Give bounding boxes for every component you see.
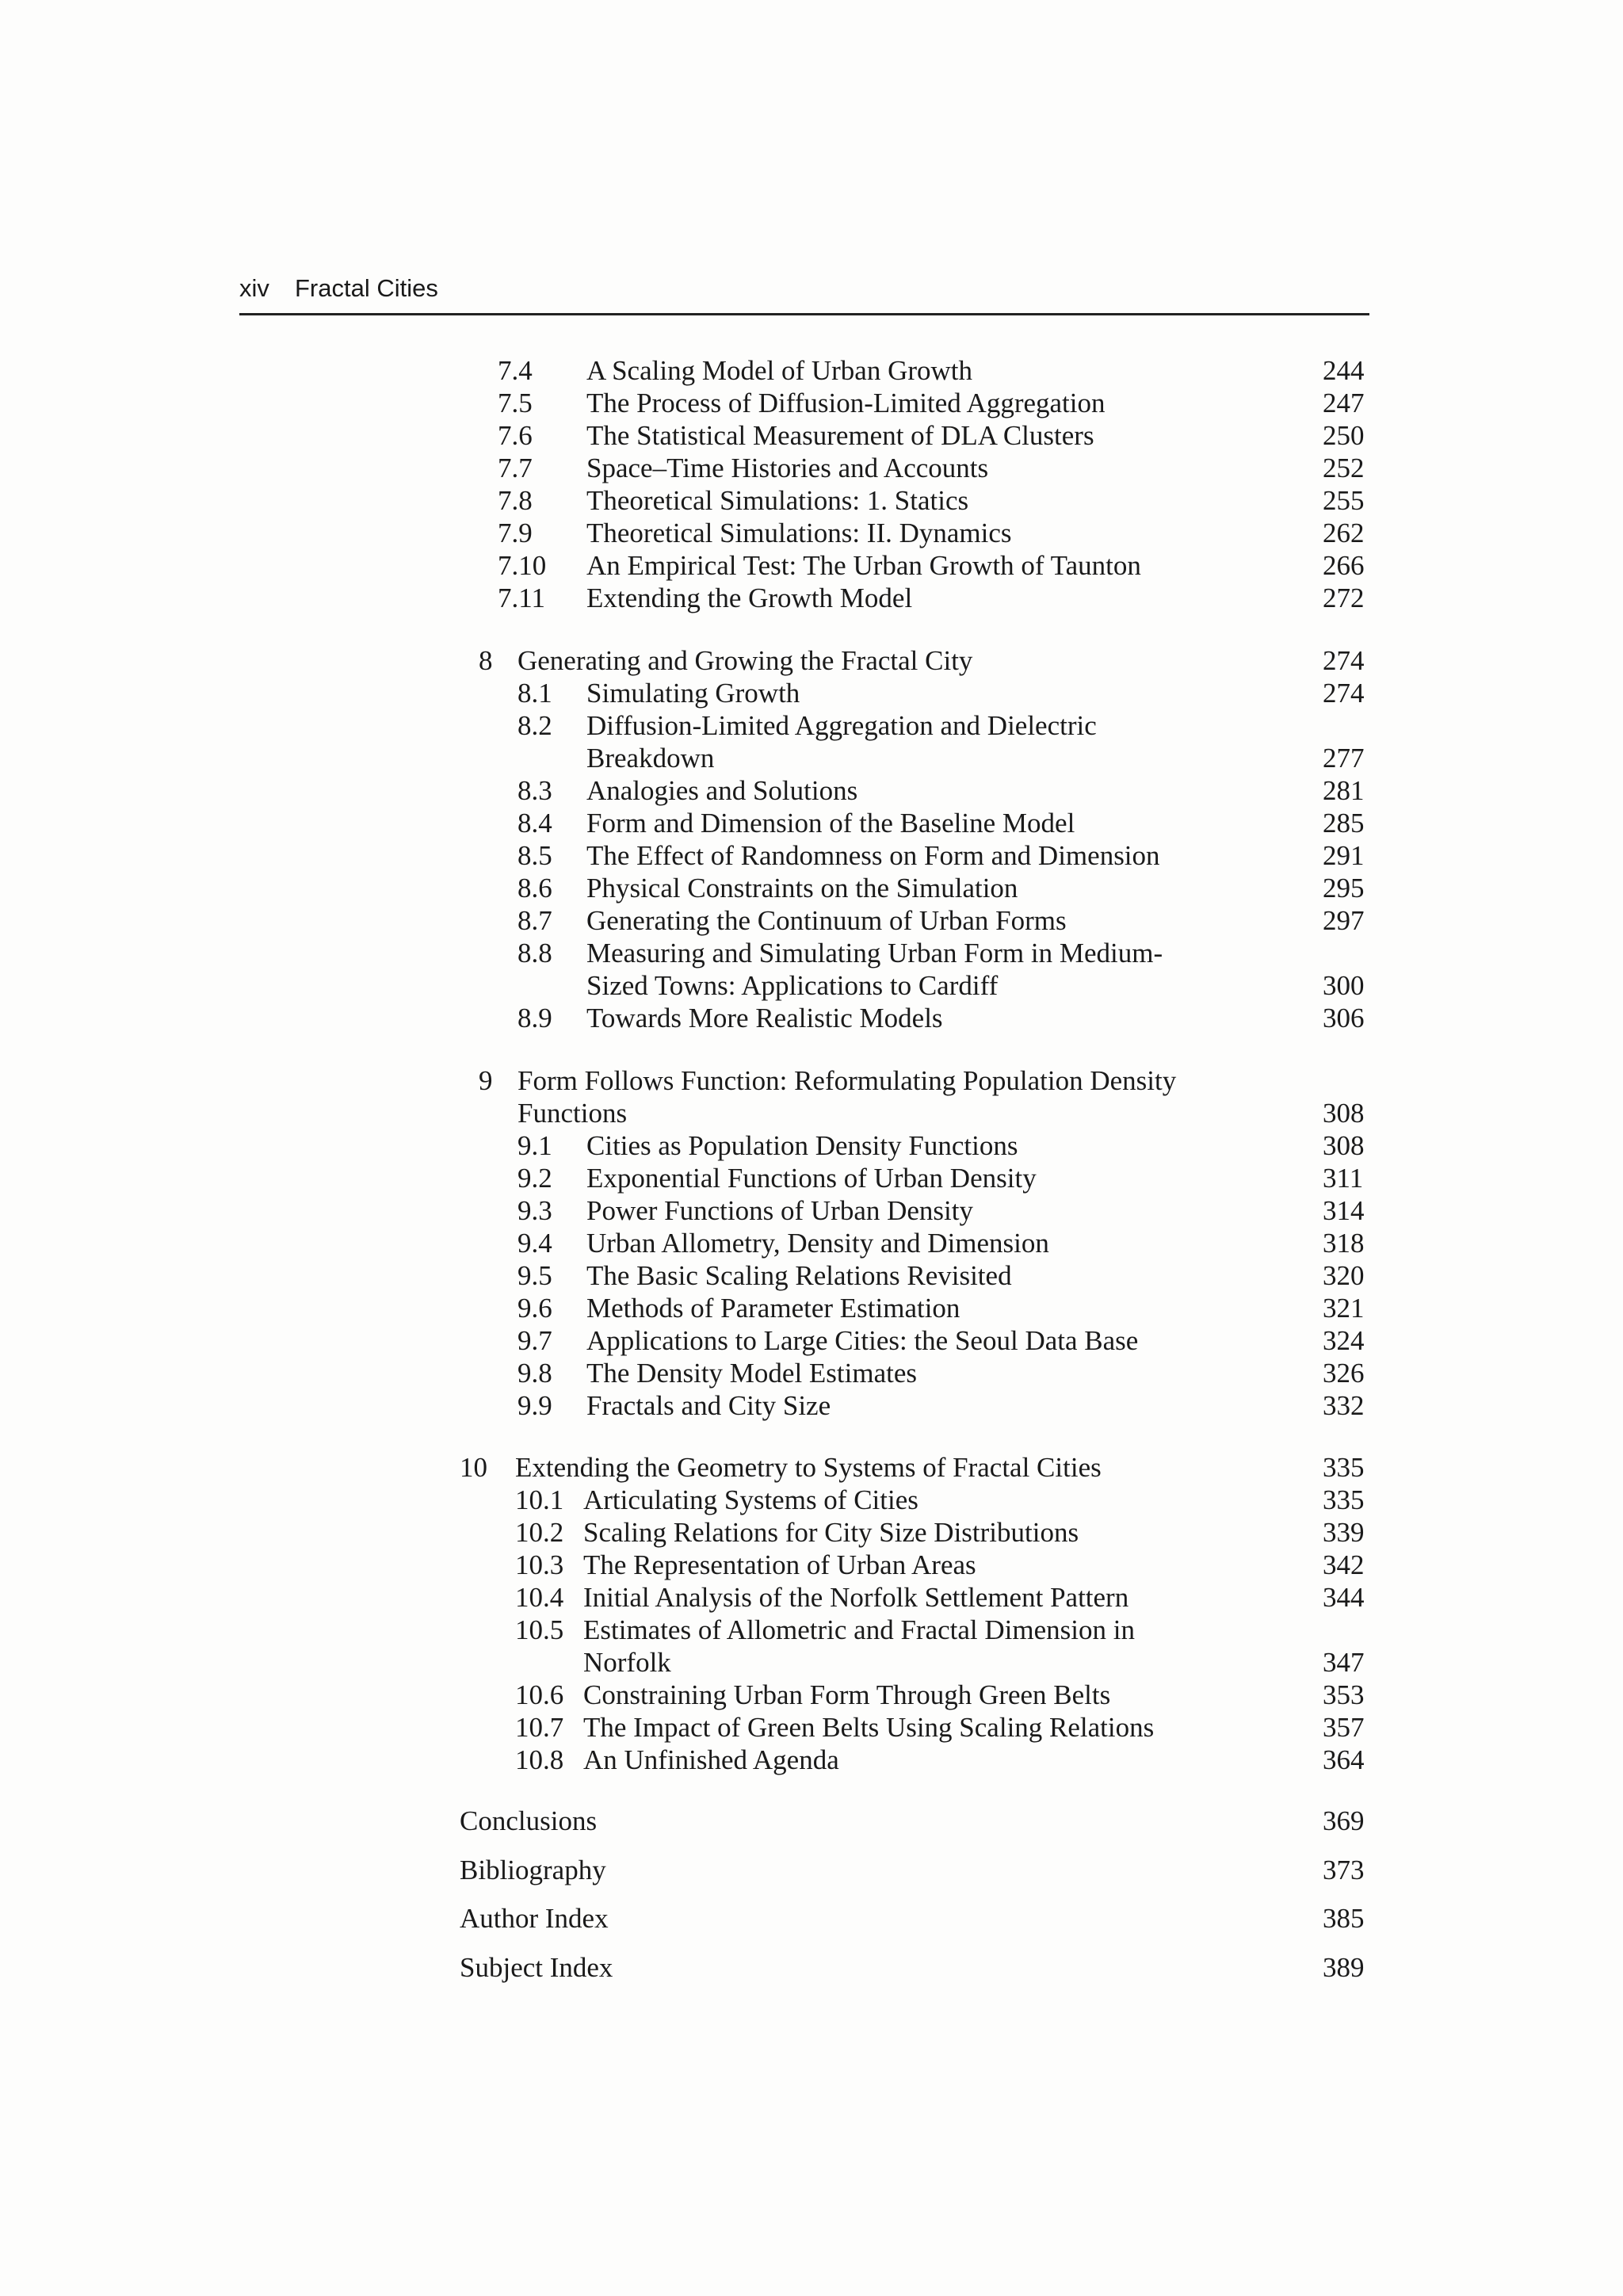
toc-entry bbox=[0, 1516, 1623, 1549]
section-number: 8.7 bbox=[517, 905, 552, 936]
section-title: Towards More Realistic Models bbox=[586, 1003, 943, 1033]
toc-entry bbox=[0, 839, 1623, 872]
chapter-number: 9 bbox=[479, 1065, 493, 1096]
back-matter-entry bbox=[0, 1902, 1623, 1935]
back-matter-title: Conclusions bbox=[460, 1805, 598, 1836]
chapter-title: Extending the Geometry to Systems of Fractal Cities bbox=[515, 1452, 1102, 1483]
page-ref: 385 bbox=[1323, 1903, 1365, 1934]
page-ref: 285 bbox=[1323, 808, 1365, 839]
section-title: An Empirical Test: The Urban Growth of Taunton bbox=[586, 550, 1141, 581]
page-ref: 306 bbox=[1323, 1003, 1365, 1033]
page-ref: 369 bbox=[1323, 1805, 1365, 1836]
toc-entry bbox=[0, 1679, 1623, 1711]
toc-entry bbox=[0, 1292, 1623, 1324]
toc-entry bbox=[0, 1389, 1623, 1422]
toc-entry bbox=[0, 1549, 1623, 1581]
page-ref: 266 bbox=[1323, 550, 1365, 581]
section-number: 8.2 bbox=[517, 710, 552, 741]
page-ref: 335 bbox=[1323, 1484, 1365, 1515]
toc-entry bbox=[0, 549, 1623, 582]
section-number: 10.7 bbox=[515, 1712, 564, 1743]
page-ref: 326 bbox=[1323, 1358, 1365, 1389]
section-title: The Impact of Green Belts Using Scaling Relations bbox=[583, 1712, 1155, 1743]
toc-entry bbox=[0, 807, 1623, 839]
section-number: 7.10 bbox=[498, 550, 547, 581]
chapter-title: Form Follows Function: Reformulating Population Density bbox=[517, 1065, 1177, 1096]
section-number: 7.8 bbox=[498, 485, 533, 516]
chapter-number: 10 bbox=[460, 1452, 487, 1483]
page-ref: 342 bbox=[1323, 1549, 1365, 1580]
chapter-entry bbox=[0, 1064, 1623, 1097]
page-ref: 318 bbox=[1323, 1228, 1365, 1259]
section-number: 7.11 bbox=[498, 583, 545, 613]
page-ref: 252 bbox=[1323, 453, 1365, 483]
page-ref: 255 bbox=[1323, 485, 1365, 516]
toc-entry bbox=[0, 582, 1623, 614]
chapter-title-continued: Functions bbox=[517, 1098, 628, 1129]
page-ref: 291 bbox=[1323, 840, 1365, 871]
page-ref: 347 bbox=[1323, 1647, 1365, 1678]
toc-entry bbox=[0, 1129, 1623, 1162]
toc-entry bbox=[0, 354, 1623, 387]
section-title-continued: Sized Towns: Applications to Cardiff bbox=[586, 970, 999, 1001]
page-ref: 344 bbox=[1323, 1582, 1365, 1613]
page-ref: 297 bbox=[1323, 905, 1365, 936]
page-ref: 332 bbox=[1323, 1390, 1365, 1421]
toc-entry bbox=[0, 937, 1623, 969]
section-title-continued: Norfolk bbox=[583, 1647, 671, 1678]
page-ref: 389 bbox=[1323, 1952, 1365, 1983]
toc-entry bbox=[0, 484, 1623, 517]
page-ref: 250 bbox=[1323, 420, 1365, 451]
section-number: 8.4 bbox=[517, 808, 552, 839]
section-title: Form and Dimension of the Baseline Model bbox=[586, 808, 1075, 839]
back-matter-entry bbox=[0, 1805, 1623, 1837]
page-number: xiv bbox=[239, 274, 269, 302]
section-title: Theoretical Simulations: 1. Statics bbox=[586, 485, 969, 516]
toc-entry-continued bbox=[0, 742, 1623, 774]
back-matter-title: Author Index bbox=[460, 1903, 609, 1934]
section-number: 9.7 bbox=[517, 1325, 552, 1356]
section-number: 10.6 bbox=[515, 1679, 564, 1710]
page-ref: 373 bbox=[1323, 1855, 1365, 1885]
section-number: 10.2 bbox=[515, 1517, 564, 1548]
section-number: 9.1 bbox=[517, 1130, 552, 1161]
page-ref: 353 bbox=[1323, 1679, 1365, 1710]
page-ref: 262 bbox=[1323, 518, 1365, 548]
section-title: An Unfinished Agenda bbox=[583, 1744, 839, 1775]
section-title: The Statistical Measurement of DLA Clusters bbox=[586, 420, 1094, 451]
section-number: 10.3 bbox=[515, 1549, 564, 1580]
section-number: 7.9 bbox=[498, 518, 533, 548]
section-number: 7.7 bbox=[498, 453, 533, 483]
page-ref: 308 bbox=[1323, 1098, 1365, 1129]
section-number: 10.1 bbox=[515, 1484, 564, 1515]
page-ref: 308 bbox=[1323, 1130, 1365, 1161]
toc-entry bbox=[0, 452, 1623, 484]
toc-entry bbox=[0, 1002, 1623, 1034]
toc-entry bbox=[0, 1194, 1623, 1227]
toc-entry bbox=[0, 1324, 1623, 1357]
section-title: Exponential Functions of Urban Density bbox=[586, 1163, 1037, 1194]
book-title: Fractal Cities bbox=[295, 274, 438, 302]
page-ref: 244 bbox=[1323, 355, 1365, 386]
toc-entry-continued bbox=[0, 969, 1623, 1002]
toc-entry bbox=[0, 904, 1623, 937]
toc-entry bbox=[0, 1744, 1623, 1776]
toc-entry bbox=[0, 1484, 1623, 1516]
chapter-entry bbox=[0, 1451, 1623, 1484]
section-number: 9.8 bbox=[517, 1358, 552, 1389]
section-title: A Scaling Model of Urban Growth bbox=[586, 355, 973, 386]
toc-entry bbox=[0, 774, 1623, 807]
page-ref: 295 bbox=[1323, 873, 1365, 904]
toc-entry bbox=[0, 1581, 1623, 1614]
toc-entry bbox=[0, 1614, 1623, 1646]
section-title: The Density Model Estimates bbox=[586, 1358, 918, 1389]
section-title: Measuring and Simulating Urban Form in Medium- bbox=[586, 938, 1163, 968]
page-ref: 281 bbox=[1323, 775, 1365, 806]
page-ref: 300 bbox=[1323, 970, 1365, 1001]
toc-entry bbox=[0, 1259, 1623, 1292]
section-title: Methods of Parameter Estimation bbox=[586, 1293, 960, 1324]
toc-entry bbox=[0, 1711, 1623, 1744]
page-ref: 335 bbox=[1323, 1452, 1365, 1483]
section-number: 10.8 bbox=[515, 1744, 564, 1775]
toc-entry bbox=[0, 517, 1623, 549]
section-title: Urban Allometry, Density and Dimension bbox=[586, 1228, 1049, 1259]
back-matter-title: Subject Index bbox=[460, 1952, 613, 1983]
section-title: Theoretical Simulations: II. Dynamics bbox=[586, 518, 1012, 548]
toc-entry bbox=[0, 1162, 1623, 1194]
page-ref: 364 bbox=[1323, 1744, 1365, 1775]
section-title: The Process of Diffusion-Limited Aggregation bbox=[586, 388, 1106, 418]
section-number: 7.5 bbox=[498, 388, 533, 418]
section-title: The Representation of Urban Areas bbox=[583, 1549, 976, 1580]
page-ref: 357 bbox=[1323, 1712, 1365, 1743]
page-ref: 321 bbox=[1323, 1293, 1365, 1324]
section-title: Simulating Growth bbox=[586, 678, 800, 709]
section-title: Generating the Continuum of Urban Forms bbox=[586, 905, 1067, 936]
toc-entry bbox=[0, 872, 1623, 904]
section-title: Articulating Systems of Cities bbox=[583, 1484, 918, 1515]
section-number: 9.6 bbox=[517, 1293, 552, 1324]
section-title: Analogies and Solutions bbox=[586, 775, 858, 806]
section-number: 8.1 bbox=[517, 678, 552, 709]
section-number: 9.4 bbox=[517, 1228, 552, 1259]
section-title-continued: Breakdown bbox=[586, 743, 715, 774]
toc-entry bbox=[0, 677, 1623, 709]
section-number: 8.8 bbox=[517, 938, 552, 968]
section-number: 9.3 bbox=[517, 1195, 552, 1226]
section-number: 7.6 bbox=[498, 420, 533, 451]
section-number: 9.2 bbox=[517, 1163, 552, 1194]
page-ref: 272 bbox=[1323, 583, 1365, 613]
toc-entry bbox=[0, 1357, 1623, 1389]
section-title: Applications to Large Cities: the Seoul Data Base bbox=[586, 1325, 1139, 1356]
section-title: The Basic Scaling Relations Revisited bbox=[586, 1260, 1012, 1291]
toc-entry bbox=[0, 1227, 1623, 1259]
page-ref: 324 bbox=[1323, 1325, 1365, 1356]
page-ref: 274 bbox=[1323, 678, 1365, 709]
section-title: Constraining Urban Form Through Green Belts bbox=[583, 1679, 1111, 1710]
toc-entry-continued bbox=[0, 1646, 1623, 1679]
toc-entry bbox=[0, 387, 1623, 419]
page-ref: 274 bbox=[1323, 645, 1365, 676]
back-matter-entry bbox=[0, 1951, 1623, 1984]
section-number: 8.9 bbox=[517, 1003, 552, 1033]
section-number: 10.4 bbox=[515, 1582, 564, 1613]
page-ref: 320 bbox=[1323, 1260, 1365, 1291]
section-title: Scaling Relations for City Size Distributions bbox=[583, 1517, 1079, 1548]
section-number: 9.9 bbox=[517, 1390, 552, 1421]
page-ref: 277 bbox=[1323, 743, 1365, 774]
section-number: 8.6 bbox=[517, 873, 552, 904]
section-number: 10.5 bbox=[515, 1614, 564, 1645]
back-matter-title: Bibliography bbox=[460, 1855, 606, 1885]
section-title: Extending the Growth Model bbox=[586, 583, 913, 613]
chapter-title: Generating and Growing the Fractal City bbox=[517, 645, 973, 676]
page-ref: 311 bbox=[1323, 1163, 1364, 1194]
section-title: Cities as Population Density Functions bbox=[586, 1130, 1018, 1161]
section-number: 8.3 bbox=[517, 775, 552, 806]
section-number: 9.5 bbox=[517, 1260, 552, 1291]
toc-entry bbox=[0, 709, 1623, 742]
section-title: The Effect of Randomness on Form and Dimension bbox=[586, 840, 1160, 871]
toc-entry bbox=[0, 419, 1623, 452]
section-title: Power Functions of Urban Density bbox=[586, 1195, 974, 1226]
section-title: Initial Analysis of the Norfolk Settlement Pattern bbox=[583, 1582, 1129, 1613]
section-title: Space–Time Histories and Accounts bbox=[586, 453, 989, 483]
chapter-number: 8 bbox=[479, 645, 493, 676]
back-matter-entry bbox=[0, 1854, 1623, 1886]
chapter-entry-continued bbox=[0, 1097, 1623, 1129]
section-title: Physical Constraints on the Simulation bbox=[586, 873, 1018, 904]
section-title: Fractals and City Size bbox=[586, 1390, 831, 1421]
section-title: Estimates of Allometric and Fractal Dimension in bbox=[583, 1614, 1135, 1645]
page-ref: 339 bbox=[1323, 1517, 1365, 1548]
page-ref: 247 bbox=[1323, 388, 1365, 418]
section-number: 7.4 bbox=[498, 355, 533, 386]
page-ref: 314 bbox=[1323, 1195, 1365, 1226]
section-number: 8.5 bbox=[517, 840, 552, 871]
section-title: Diffusion-Limited Aggregation and Dielectric bbox=[586, 710, 1097, 741]
chapter-entry bbox=[0, 644, 1623, 677]
